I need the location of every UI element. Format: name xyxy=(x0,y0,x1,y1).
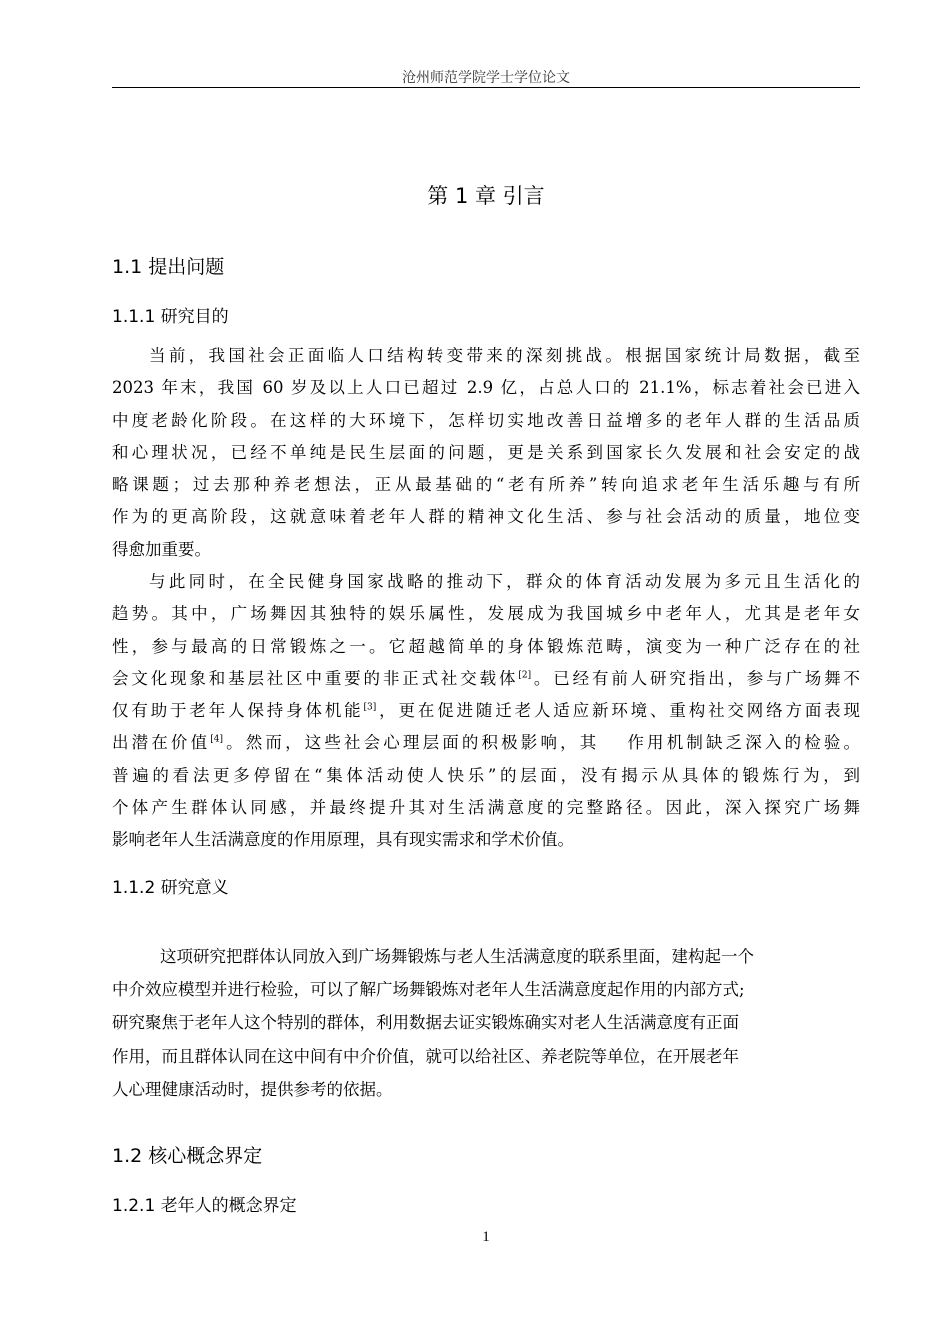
paragraph-research-significance xyxy=(112,940,852,1106)
paragraph-line: 研究聚焦于老年人这个特别的群体，利用数据去证实锻炼确实对老人生活满意度有正面 xyxy=(112,1013,739,1033)
paragraph-line: 普遍的看法更多停留在“集体活动使人快乐”的层面，没有揭示从具体的锻炼行为，到 xyxy=(112,765,860,785)
paragraph-line: 得愈加重要。 xyxy=(112,539,211,559)
paragraph-line: 作用，而且群体认同在这中间有中介价值，就可以给社区、养老院等单位，在开展老年 xyxy=(112,1046,739,1066)
header-divider xyxy=(112,87,860,88)
paragraph-line: 趋势。其中，广场舞因其独特的娱乐属性，发展成为我国城乡中老年人，尤其是老年女 xyxy=(112,604,860,624)
paragraph-line xyxy=(112,663,860,695)
paragraph-line: 作为的更高阶段，这就意味着老年人群的精神文化生活、参与社会活动的质量，地位变 xyxy=(112,507,860,527)
paragraph-line: 与此同时，在全民健身国家战略的推动下，群众的体育活动发展为多元且生活化的 xyxy=(149,572,860,591)
section-heading-1-1-1: 1.1.1 研究目的 xyxy=(112,307,229,327)
line-text: 会文化现象和基层社区中重要的非正式社交载体 xyxy=(112,668,519,688)
section-heading-1-1: 1.1 提出问题 xyxy=(112,256,225,278)
paragraph-line: 中度老龄化阶段。在这样的大环境下，怎样切实地改善日益增多的老年人群的生活品质 xyxy=(112,410,860,430)
citation-ref[interactable]: [2] xyxy=(518,670,532,681)
line-text: 。然而，这些社会心理层面的积极影响，其 作用机制缺乏深入的检验。 xyxy=(222,733,861,753)
section-heading-1-2: 1.2 核心概念界定 xyxy=(112,1145,263,1167)
line-text: ，更在促进随迁老人适应新环境、重构社交网络方面表现 xyxy=(376,701,861,721)
section-heading-1-1-2: 1.1.2 研究意义 xyxy=(112,878,229,898)
paragraph-research-purpose-1 xyxy=(112,340,860,566)
citation-ref[interactable]: [3] xyxy=(363,702,377,713)
paragraph-line: 影响老年人生活满意度的作用原理，具有现实需求和学术价值。 xyxy=(112,830,574,850)
section-heading-1-2-1: 1.2.1 老年人的概念界定 xyxy=(112,1196,297,1216)
paragraph-line: 中介效应模型并进行检验，可以了解广场舞锻炼对老年人生活满意度起作用的内部方式; xyxy=(112,980,745,1000)
paragraph-line: 性，参与最高的日常锻炼之一。它超越简单的身体锻炼范畴，演变为一种广泛存在的社 xyxy=(112,636,860,656)
paragraph-line: 这项研究把群体认同放入到广场舞锻炼与老人生活满意度的联系里面，建构起一个 xyxy=(160,947,754,966)
paragraph-line: 个体产生群体认同感，并最终提升其对生活满意度的完整路径。因此，深入探究广场舞 xyxy=(112,798,860,818)
paragraph-line xyxy=(112,695,860,727)
page-number: 1 xyxy=(482,1229,490,1245)
line-text: 出潜在价值 xyxy=(112,733,211,753)
running-header: 沧州师范学院学士学位论文 xyxy=(402,70,570,86)
chapter-title: 第 1 章 引言 xyxy=(427,184,545,208)
line-text: 。已经有前人研究指出，参与广场舞不 xyxy=(531,668,861,688)
paragraph-line: 人心理健康活动时，提供参考的依据。 xyxy=(112,1079,393,1099)
paragraph-line xyxy=(112,727,860,759)
citation-ref[interactable]: [4] xyxy=(210,734,223,745)
paragraph-line: 略课题；过去那种养老想法，正从最基础的“老有所养”转向追求老年生活乐趣与有所 xyxy=(112,475,860,495)
paragraph-research-purpose-2 xyxy=(112,566,860,857)
line-text: 仅有助于老年人保持身体机能 xyxy=(112,701,364,721)
paragraph-line: 和心理状况，已经不单纯是民生层面的问题，更是关系到国家长久发展和社会安定的战 xyxy=(112,442,860,462)
paragraph-line: 2023 年末，我国 60 岁及以上人口已超过 2.9 亿，占总人口的 21.1%，标志着社会已进入 xyxy=(112,378,860,398)
paragraph-line: 当前，我国社会正面临人口结构转变带来的深刻挑战。根据国家统计局数据，截至 xyxy=(149,346,860,365)
